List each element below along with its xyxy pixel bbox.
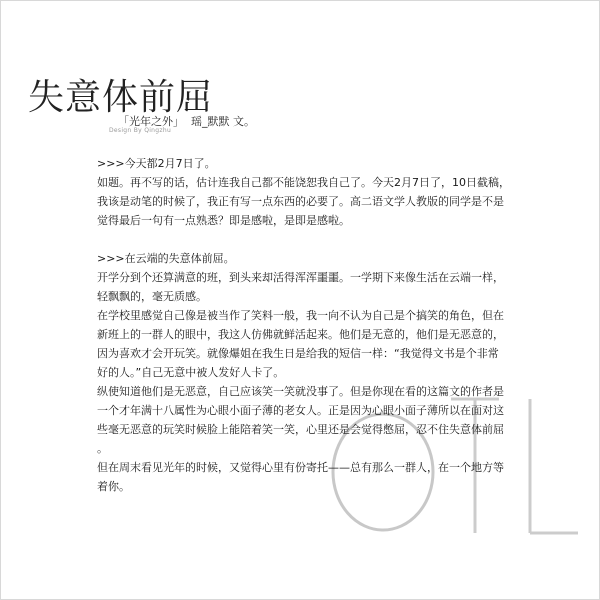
paragraph-line: 在学校里感觉自己像是被当作了笑料一般，我一向不认为自己是个搞笑的角色，但在 (97, 309, 504, 322)
section-heading: >>>在云端的失意体前屈。 (97, 252, 235, 265)
author-byline: 「光年之外」 瑶_默默 文。 (118, 115, 255, 128)
paragraph-line: 着你。 (97, 480, 130, 493)
paragraph-line: 觉得最后一句有一点熟悉？即是感啦，是即是感啦。 (97, 214, 350, 227)
paragraph-line: 一个才年满十八属性为心眼小面子薄的老女人。正是因为心眼小面子薄所以在面对这 (97, 404, 504, 417)
page-title: 失意体前屈 (28, 77, 214, 118)
paragraph-line: 些毫无恶意的玩笑时候脸上能陪着笑一笑，心里还是会觉得憋屈，忍不住失意体前屈 (97, 423, 504, 436)
paragraph-line: 轻飘飘的，毫无质感。 (97, 290, 207, 303)
paragraph-line: 我该是动笔的时候了，我正有写一点东西的必要了。高二语文学人教版的同学是不是 (97, 195, 504, 208)
section-spacer (97, 230, 557, 249)
paragraph-line: 因为喜欢才会开玩笑。就像爆姐在我生日是给我的短信一样：“我觉得文书是个非常 (97, 347, 499, 360)
section-cloud (97, 249, 557, 496)
article-body (97, 154, 557, 496)
paragraph-line: 但在周末看见光年的时候，又觉得心里有份寄托——总有那么一群人，在一个地方等 (97, 461, 504, 474)
design-credit: Design By Qingzhu (109, 127, 172, 134)
section-date (97, 154, 557, 230)
paragraph-line: 新班上的一群人的眼中，我这人仿佛就鲜活起来。他们是无意的，他们是无恶意的， (97, 328, 504, 341)
paragraph-line: 好的人。”自己无意中被人发好人卡了。 (97, 366, 285, 379)
paragraph-line: 开学分到个还算满意的班，到头来却活得浑浑噩噩。一学期下来像生活在云端一样， (97, 271, 504, 284)
paragraph-line: 如题。再不写的话，估计连我自己都不能饶恕我自己了。今天2月7日了，10日截稿， (97, 176, 510, 189)
paragraph-line: 纵使知道他们是无恶意，自己应该笑一笑就没事了。但是你现在看的这篇文的作者是 (97, 385, 504, 398)
section-heading: >>>今天都2月7日了。 (97, 157, 216, 170)
paragraph-line: 。 (97, 442, 108, 455)
